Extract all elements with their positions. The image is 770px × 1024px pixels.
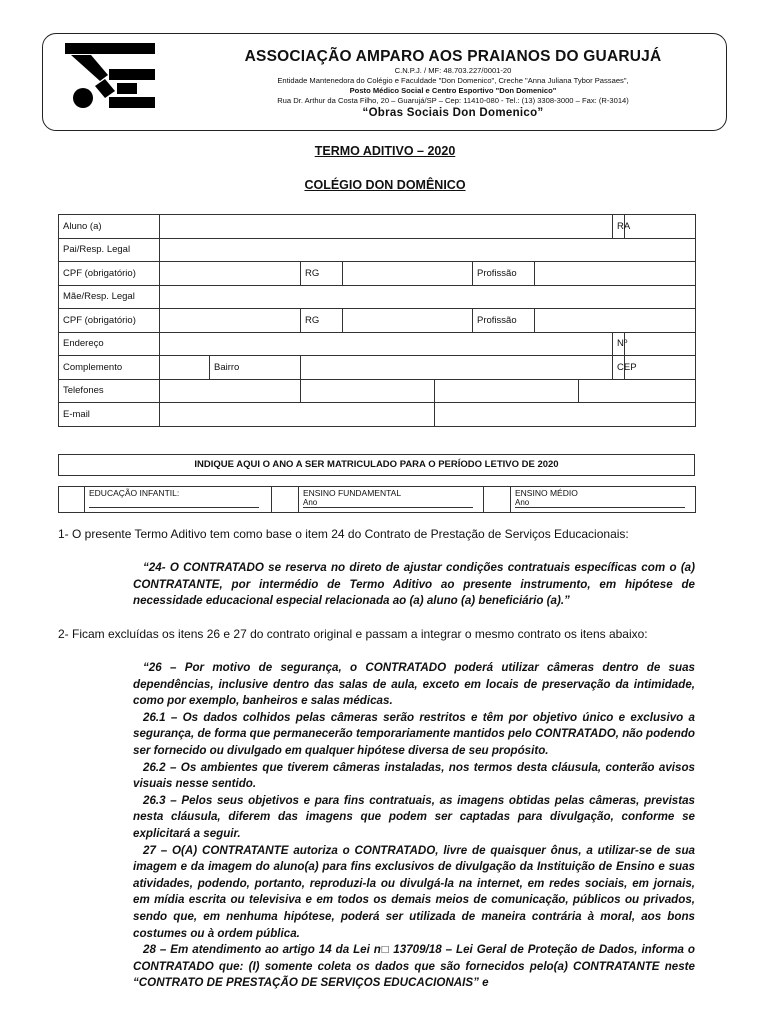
clause-24-quote [133,560,695,610]
institution-logo [65,43,155,109]
clause-26-2: 26.2 – Os ambientes que tiverem câmeras instaladas, nos termos desta cláusula, conterão avisos visuais nesse sentido. [133,760,695,791]
phone-field-2[interactable] [301,379,435,403]
phone-field-4[interactable] [579,379,696,403]
medio-option [511,487,696,513]
association-name: ASSOCIAÇÃO AMPARO AOS PRAIANOS DO GUARUJÁ [244,48,662,65]
cpf-label: CPF (obrigatório) [59,309,160,333]
enrollment-instruction: INDIQUE AQUI O ANO A SER MATRICULADO PARA O PERÍODO LETIVO DE 2020 [58,454,695,476]
father-field[interactable] [160,238,696,262]
mother-field[interactable] [160,285,696,309]
number-field[interactable] [625,332,696,356]
phone-field-1[interactable] [160,379,301,403]
document-title: TERMO ADITIVO – 2020 [314,144,456,158]
student-name-label: Aluno (a) [59,215,160,239]
cpf-field[interactable] [160,309,301,333]
phone-field-3[interactable] [435,379,579,403]
fundamental-checkbox[interactable] [272,487,299,513]
header-address: Rua Dr. Arthur da Costa Filho, 20 – Guarujá/SP – Cep: 11410-080 - Tel.: (13) 3308-3000 – Fax: (R-3014) [277,96,629,105]
fundamental-year-line[interactable]: Ano [303,498,473,508]
clauses-26-28-quote [133,660,695,992]
address-label: Endereço [59,332,160,356]
clause-26: “26 – Por motivo de segurança, o CONTRATADO poderá utilizar câmeras dentro de suas dependências, inclusive dentro das salas de aula, exceto em locais de preservação da intimidade, como por exemplo, banheiros e salas médicas. [133,661,695,708]
medio-label: ENSINO MÉDIO [515,488,578,498]
clause-24: “24- O CONTRATADO se reserva no direto de ajustar condições contratuais específicas com o (a) CONTRATANTE, por intermédio de Termo Aditivo ao presente instrumento, em hipótese de necessidade educacional especial relacionada ao (a) aluno (a) beneficiário (a).” [133,561,695,608]
father-label: Pai/Resp. Legal [59,238,160,262]
profession-field[interactable] [535,262,696,286]
clause-26-3: 26.3 – Pelos seus objetivos e para fins contratuais, as imagens obtidas pelas câmeras, previstas nesta cláusula, diferem das imagens que podem ser captadas para divulgação, conforme se explicitará a seguir. [133,793,695,840]
rg-label: RG [301,309,343,333]
clause-28: 28 – Em atendimento ao artigo 14 da Lei n□ 13709/18 – Lei Geral de Proteção de Dados, informa o CONTRATADO que: (I) somente coleta os dados que são fornecidos pelo(a) CONTRATANTE neste “CONTRATO DE PRESTAÇÃO DE SERVIÇOS EDUCACIONAIS” e [133,943,695,990]
student-info-form [58,214,696,427]
complement-label: Complemento [59,356,160,380]
header-motto: “Obras Sociais Don Domenico” [362,107,544,119]
infantil-option [85,487,272,513]
medio-checkbox[interactable] [484,487,511,513]
cnpj: C.N.P.J. / MF: 48.703.227/0001-20 [394,66,512,75]
ra-label: RA [613,215,625,239]
paragraph-1: 1- O presente Termo Aditivo tem como base o item 24 do Contrato de Prestação de Serviços Educacionais: [58,527,629,541]
rg-field[interactable] [343,309,473,333]
infantil-year-line[interactable] [89,498,259,508]
student-name-field[interactable] [160,215,613,239]
email-label: E-mail [59,403,160,427]
header-line-2: Posto Médico Social e Centro Esportivo "Don Domenico" [349,86,557,95]
complement-field[interactable] [160,356,210,380]
infantil-checkbox[interactable] [59,487,85,513]
number-label: Nº [613,332,625,356]
header-line-1: Entidade Mantenedora do Colégio e Faculdade "Don Domenico", Creche "Anna Juliana Tybor Passaes", [277,76,629,85]
profession-label: Profissão [473,262,535,286]
mother-label: Mãe/Resp. Legal [59,285,160,309]
address-field[interactable] [160,332,613,356]
email-field-1[interactable] [160,403,435,427]
profession-field[interactable] [535,309,696,333]
cpf-field[interactable] [160,262,301,286]
letterhead [42,33,727,131]
rg-label: RG [301,262,343,286]
fundamental-option [299,487,484,513]
email-field-2[interactable] [435,403,696,427]
school-level-selector [58,486,696,513]
clause-27: 27 – O(A) CONTRATANTE autoriza o CONTRATADO, livre de quaisquer ônus, a utilizar-se de sua imagem e da imagem do aluno(a) para fins exclusivos de divulgação da Instituição de Ensino e suas atividades, podendo, portanto, reproduzi-la ou divulgá-la na internet, em redes sociais, em jornais, em mídia escrita ou televisiva e em todos os demais meios de comunicação, públicos ou privados, sendo que, em nenhuma hipótese, poderá ser utilizada de maneira contrária à moral, aos bons costumes ou à ordem pública. [133,843,695,940]
profession-label: Profissão [473,309,535,333]
clause-26-1: 26.1 – Os dados colhidos pelas câmeras serão restritos e têm por objetivo único e exclusivo a segurança, de forma que permanecerão temporariamente mantidos pelo CONTRATADO, não podendo ser fornecido ou divulgado em qualquer hipótese diversa de seu propósito. [133,710,695,757]
infantil-label: EDUCAÇÃO INFANTIL: [89,488,180,498]
rg-field[interactable] [343,262,473,286]
medio-year-line[interactable]: Ano [515,498,685,508]
ra-field[interactable] [625,215,696,239]
phones-label: Telefones [59,379,160,403]
cep-label: CEP [613,356,625,380]
neighborhood-field[interactable] [301,356,613,380]
cpf-label: CPF (obrigatório) [59,262,160,286]
paragraph-2: 2- Ficam excluídas os itens 26 e 27 do contrato original e passam a integrar o mesmo contrato os itens abaixo: [58,627,648,641]
fundamental-label: ENSINO FUNDAMENTAL [303,488,402,498]
document-subtitle: COLÉGIO DON DOMÊNICO [304,178,466,192]
neighborhood-label: Bairro [210,356,301,380]
